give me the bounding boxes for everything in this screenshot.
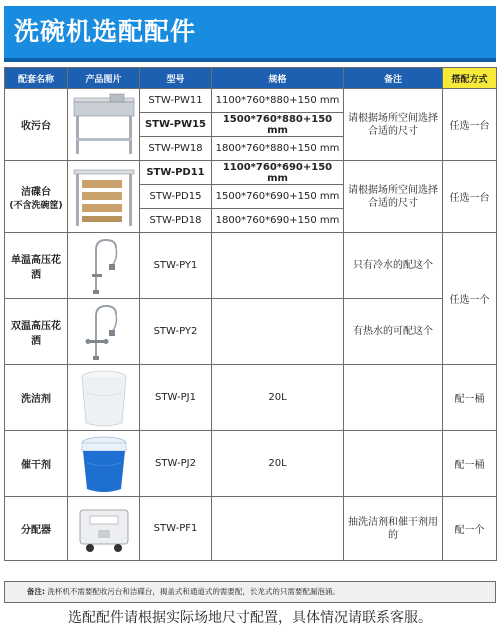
- spray2-spec: [212, 299, 344, 365]
- spray1-model: STW-PY1: [140, 233, 212, 299]
- table-header-row: [5, 68, 497, 89]
- rinse-image: [68, 431, 140, 497]
- spray1-note: 只有冷水的配这个: [344, 233, 443, 299]
- table-row: [5, 497, 497, 561]
- table-row: [5, 89, 497, 113]
- sink-model-3: STW-PW18: [140, 137, 212, 161]
- detergent-note: [344, 365, 443, 431]
- dispenser-box-icon: [76, 504, 132, 554]
- faucet-icon: [84, 302, 124, 362]
- clean-note: 请根据场所空间选择合适的尺寸: [344, 161, 443, 233]
- clean-name: [5, 161, 68, 233]
- table-row: [5, 299, 497, 365]
- sink-spec-1: 1100*760*880+150 mm: [212, 89, 344, 113]
- rinse-name: 催干剂: [5, 431, 68, 497]
- header-name: 配套名称: [5, 68, 68, 89]
- sink-image: [68, 89, 140, 161]
- sink-spec-2: 1500*760*880+150 mm: [212, 113, 344, 137]
- header-note: 备注: [344, 68, 443, 89]
- clean-spec-1: 1100*760*690+150 mm: [212, 161, 344, 185]
- table-row: [5, 233, 497, 299]
- rinse-method: 配一桶: [443, 431, 497, 497]
- header-method: 搭配方式: [443, 68, 497, 89]
- header-image: 产品图片: [68, 68, 140, 89]
- detergent-model: STW-PJ1: [140, 365, 212, 431]
- dispenser-name: 分配器: [5, 497, 68, 561]
- footnote: [4, 581, 496, 603]
- clean-model-3: STW-PD18: [140, 209, 212, 233]
- spray2-note: 有热水的可配这个: [344, 299, 443, 365]
- sink-method: 任选一台: [443, 89, 497, 161]
- accessory-table: [4, 67, 497, 561]
- clean-model-2: STW-PD15: [140, 185, 212, 209]
- clean-name-sub: (不含洗碗筐): [9, 200, 63, 211]
- table-row: [5, 365, 497, 431]
- table-row: [5, 161, 497, 185]
- footnote-label: 备注:: [27, 587, 45, 596]
- spray1-spec: [212, 233, 344, 299]
- detergent-spec: 20L: [212, 365, 344, 431]
- spray2-name: 双温高压花洒: [5, 299, 68, 365]
- banner-underline: [4, 58, 496, 62]
- white-bucket-icon: [78, 367, 130, 429]
- spray1-image: [68, 233, 140, 299]
- spray2-image: [68, 299, 140, 365]
- clean-table-icon: [72, 164, 136, 230]
- clean-image: [68, 161, 140, 233]
- sink-model-1: STW-PW11: [140, 89, 212, 113]
- spray-method: 任选一个: [443, 233, 497, 365]
- spray2-model: STW-PY2: [140, 299, 212, 365]
- rinse-note: [344, 431, 443, 497]
- header-model: 型号: [140, 68, 212, 89]
- dispenser-method: 配一个: [443, 497, 497, 561]
- clean-spec-2: 1500*760*690+150 mm: [212, 185, 344, 209]
- dispenser-image: [68, 497, 140, 561]
- sink-name: 收污台: [5, 89, 68, 161]
- sink-spec-3: 1800*760*880+150 mm: [212, 137, 344, 161]
- rinse-spec: 20L: [212, 431, 344, 497]
- sink-model-2: STW-PW15: [140, 113, 212, 137]
- spray1-name: 单温高压花洒: [5, 233, 68, 299]
- header-spec: 规格: [212, 68, 344, 89]
- footnote-text: 洗杯机不需要配收污台和洁碟台，揭盖式和通道式的需要配，长龙式的只需要配漏泡涌。: [47, 587, 340, 596]
- sink-note: 请根据场所空间选择合适的尺寸: [344, 89, 443, 161]
- faucet-icon: [84, 236, 124, 296]
- dispenser-model: STW-PF1: [140, 497, 212, 561]
- sink-table-icon: [72, 92, 136, 158]
- dispenser-spec: [212, 497, 344, 561]
- clean-spec-3: 1800*760*690+150 mm: [212, 209, 344, 233]
- page-banner: 洗碗机选配配件: [4, 6, 496, 58]
- bottom-note: 选配配件请根据实际场地尺寸配置，具体情况请联系客服。: [68, 610, 432, 626]
- rinse-model: STW-PJ2: [140, 431, 212, 497]
- detergent-image: [68, 365, 140, 431]
- blue-bucket-icon: [78, 433, 130, 495]
- detergent-method: 配一桶: [443, 365, 497, 431]
- detergent-name: 洗洁剂: [5, 365, 68, 431]
- clean-model-1: STW-PD11: [140, 161, 212, 185]
- table-row: [5, 431, 497, 497]
- clean-name-main: 洁碟台: [21, 186, 51, 198]
- dispenser-note: 抽洗洁剂和催干剂用的: [344, 497, 443, 561]
- clean-method: 任选一台: [443, 161, 497, 233]
